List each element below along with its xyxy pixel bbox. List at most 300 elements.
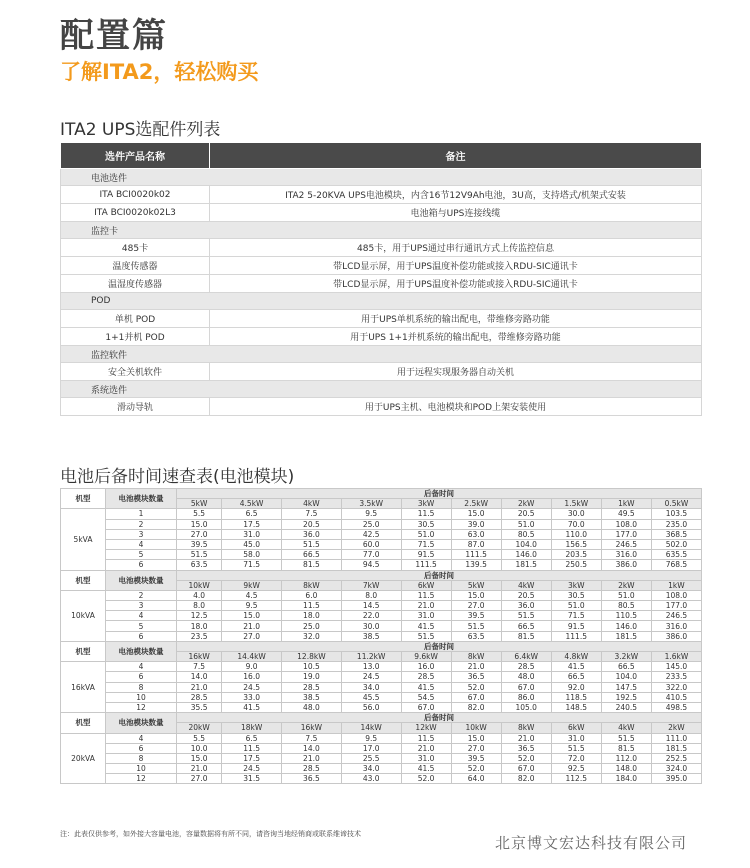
option-row (61, 186, 702, 204)
runtime-value: 104.0 (501, 539, 551, 549)
option-note: 带LCD显示屏，用于UPS温度补偿功能或接入RDU-SIC通讯卡 (210, 275, 702, 293)
runtime-value: 6.5 (222, 509, 282, 519)
runtime-value: 77.0 (341, 550, 401, 560)
runtime-value: 27.0 (451, 743, 501, 753)
module-count: 4 (106, 662, 177, 672)
runtime-value: 181.5 (501, 560, 551, 570)
runtime-value: 8.0 (341, 590, 401, 600)
runtime-value: 9.5 (222, 601, 282, 611)
runtime-value: 145.0 (651, 662, 701, 672)
load-header: 7kW (341, 580, 401, 590)
runtime-value: 146.0 (601, 621, 651, 631)
runtime-value: 36.0 (501, 601, 551, 611)
runtime-value: 41.5 (401, 682, 451, 692)
runtime-value: 67.0 (501, 682, 551, 692)
runtime-value: 103.5 (651, 509, 701, 519)
option-row (61, 239, 702, 257)
runtime-value: 14.0 (177, 672, 222, 682)
runtime-value: 139.5 (451, 560, 501, 570)
load-header: 8kW (282, 580, 342, 590)
module-count: 3 (106, 601, 177, 611)
model-cell: 10kVA (61, 590, 106, 641)
runtime-value: 45.0 (222, 539, 282, 549)
runtime-value: 36.5 (501, 743, 551, 753)
runtime-value: 17.5 (222, 519, 282, 529)
runtime-value: 11.5 (401, 590, 451, 600)
runtime-value: 30.5 (551, 590, 601, 600)
module-count: 2 (106, 590, 177, 600)
option-name: 温度传感器 (61, 257, 210, 275)
runtime-value: 24.5 (341, 672, 401, 682)
runtime-value: 112.5 (551, 774, 601, 784)
runtime-value: 39.5 (451, 753, 501, 763)
runtime-value: 94.5 (341, 560, 401, 570)
runtime-value: 81.5 (601, 743, 651, 753)
option-note: 用于UPS单机系统的输出配电，带维修旁路功能 (210, 310, 702, 328)
runtime-value: 11.5 (401, 733, 451, 743)
load-header: 8kW (501, 723, 551, 733)
runtime-value: 21.0 (451, 662, 501, 672)
load-header: 2.5kW (451, 499, 501, 509)
category-label: POD (61, 293, 702, 310)
runtime-value: 31.0 (551, 733, 601, 743)
runtime-value: 13.0 (341, 662, 401, 672)
option-name: 1+1并机 POD (61, 328, 210, 346)
runtime-value: 51.0 (551, 601, 601, 611)
col-count-header: 电池模块数量 (106, 570, 177, 590)
runtime-value: 45.5 (341, 692, 401, 702)
module-count: 6 (106, 743, 177, 753)
load-header: 2kW (501, 499, 551, 509)
runtime-value: 10.5 (282, 662, 342, 672)
runtime-value: 4.5 (222, 590, 282, 600)
runtime-value: 148.5 (551, 702, 601, 712)
load-header: 6.4kW (501, 652, 551, 662)
runtime-row (61, 550, 702, 560)
header-product-name: 选件产品名称 (61, 143, 210, 169)
page-subtitle: 了解ITA2，轻松购买 (60, 60, 259, 84)
option-note: 带LCD显示屏，用于UPS温度补偿功能或接入RDU-SIC通讯卡 (210, 257, 702, 275)
runtime-value: 51.5 (601, 733, 651, 743)
runtime-value: 16.0 (222, 672, 282, 682)
runtime-table-body (61, 489, 702, 784)
load-header: 3kW (401, 499, 451, 509)
runtime-row (61, 621, 702, 631)
runtime-value: 110.0 (551, 529, 601, 539)
option-name: ITA BCI0020k02 (61, 186, 210, 204)
runtime-value: 12.5 (177, 611, 222, 621)
runtime-value: 233.5 (651, 672, 701, 682)
runtime-value: 80.5 (601, 601, 651, 611)
module-count: 4 (106, 733, 177, 743)
runtime-value: 7.5 (177, 662, 222, 672)
module-count: 6 (106, 560, 177, 570)
module-count: 6 (106, 631, 177, 641)
load-header: 10kW (177, 580, 222, 590)
load-header: 16kW (177, 652, 222, 662)
runtime-value: 36.5 (451, 672, 501, 682)
runtime-value: 118.5 (551, 692, 601, 702)
runtime-value: 108.0 (651, 590, 701, 600)
runtime-value: 18.0 (177, 621, 222, 631)
runtime-value: 27.0 (222, 631, 282, 641)
runtime-table (60, 488, 702, 784)
load-header: 3.5kW (341, 499, 401, 509)
runtime-value: 147.5 (601, 682, 651, 692)
runtime-value: 48.0 (282, 702, 342, 712)
runtime-value: 30.0 (551, 509, 601, 519)
runtime-value: 246.5 (651, 611, 701, 621)
runtime-value: 51.5 (177, 550, 222, 560)
runtime-value: 15.0 (451, 509, 501, 519)
runtime-value: 410.5 (651, 692, 701, 702)
category-row (61, 222, 702, 239)
module-count: 6 (106, 672, 177, 682)
runtime-value: 6.0 (282, 590, 342, 600)
runtime-value: 60.0 (341, 539, 401, 549)
load-header: 1.6kW (651, 652, 701, 662)
load-header: 1kW (651, 580, 701, 590)
runtime-value: 51.0 (501, 519, 551, 529)
load-header: 4kW (501, 580, 551, 590)
runtime-row (61, 764, 702, 774)
load-header: 14.4kW (222, 652, 282, 662)
runtime-value: 27.0 (177, 529, 222, 539)
option-row (61, 257, 702, 275)
col-model-header: 机型 (61, 570, 106, 590)
load-header: 1kW (601, 499, 651, 509)
module-count: 8 (106, 682, 177, 692)
load-header: 14kW (341, 723, 401, 733)
runtime-value: 63.5 (177, 560, 222, 570)
runtime-header-row (61, 641, 702, 651)
runtime-value: 67.0 (501, 764, 551, 774)
watermark: 北京博文宏达科技有限公司 (495, 834, 688, 852)
runtime-value: 38.5 (341, 631, 401, 641)
runtime-value: 7.5 (282, 733, 342, 743)
runtime-value: 635.5 (651, 550, 701, 560)
runtime-row (61, 611, 702, 621)
runtime-value: 15.0 (177, 753, 222, 763)
runtime-value: 17.5 (222, 753, 282, 763)
module-count: 4 (106, 539, 177, 549)
module-count: 4 (106, 611, 177, 621)
runtime-row (61, 539, 702, 549)
category-row (61, 381, 702, 398)
runtime-value: 25.0 (341, 519, 401, 529)
load-header: 2kW (601, 580, 651, 590)
load-header: 6kW (551, 723, 601, 733)
runtime-value: 498.5 (651, 702, 701, 712)
load-header: 2kW (651, 723, 701, 733)
runtime-value: 7.5 (282, 509, 342, 519)
runtime-value: 5.5 (177, 733, 222, 743)
runtime-value: 324.0 (651, 764, 701, 774)
runtime-value: 14.5 (341, 601, 401, 611)
runtime-value: 52.0 (451, 764, 501, 774)
col-time-header: 后备时间 (177, 713, 702, 723)
runtime-value: 41.5 (551, 662, 601, 672)
runtime-header-row (61, 489, 702, 499)
load-header: 3kW (551, 580, 601, 590)
runtime-value: 71.5 (222, 560, 282, 570)
options-table-header (61, 143, 702, 169)
runtime-row (61, 774, 702, 784)
runtime-value: 316.0 (601, 550, 651, 560)
runtime-value: 20.5 (501, 590, 551, 600)
module-count: 1 (106, 509, 177, 519)
runtime-value: 19.0 (282, 672, 342, 682)
runtime-value: 92.0 (551, 682, 601, 692)
runtime-value: 52.0 (401, 774, 451, 784)
runtime-value: 27.0 (177, 774, 222, 784)
runtime-value: 66.5 (551, 672, 601, 682)
runtime-value: 235.0 (651, 519, 701, 529)
load-header: 18kW (222, 723, 282, 733)
category-label: 监控软件 (61, 346, 702, 363)
model-cell: 16kVA (61, 662, 106, 713)
runtime-value: 56.0 (341, 702, 401, 712)
runtime-value: 112.0 (601, 753, 651, 763)
runtime-value: 43.0 (341, 774, 401, 784)
option-note: 电池箱与UPS连接线缆 (210, 204, 702, 222)
runtime-value: 36.5 (282, 774, 342, 784)
runtime-row (61, 662, 702, 672)
option-note: 用于UPS主机、电池模块和POD上架安装使用 (210, 398, 702, 416)
runtime-value: 25.5 (341, 753, 401, 763)
load-header: 12.8kW (282, 652, 342, 662)
runtime-value: 36.0 (282, 529, 342, 539)
runtime-value: 51.0 (401, 529, 451, 539)
runtime-header-row (61, 570, 702, 580)
load-header: 3.2kW (601, 652, 651, 662)
runtime-row (61, 702, 702, 712)
category-label: 电池选件 (61, 169, 702, 186)
runtime-value: 48.0 (501, 672, 551, 682)
runtime-value: 16.0 (401, 662, 451, 672)
runtime-value: 502.0 (651, 539, 701, 549)
runtime-value: 395.0 (651, 774, 701, 784)
runtime-value: 71.5 (551, 611, 601, 621)
runtime-value: 192.5 (601, 692, 651, 702)
runtime-value: 28.5 (282, 764, 342, 774)
load-header: 10kW (451, 723, 501, 733)
option-name: 485卡 (61, 239, 210, 257)
runtime-value: 14.0 (282, 743, 342, 753)
load-header: 9kW (222, 580, 282, 590)
runtime-value: 21.0 (177, 764, 222, 774)
runtime-value: 177.0 (651, 601, 701, 611)
col-count-header: 电池模块数量 (106, 713, 177, 733)
load-header: 5kW (177, 499, 222, 509)
runtime-value: 8.0 (177, 601, 222, 611)
load-header: 6kW (401, 580, 451, 590)
runtime-table-title: 电池后备时间速查表(电池模块) (60, 467, 295, 487)
load-header: 16kW (282, 723, 342, 733)
runtime-row (61, 692, 702, 702)
model-cell: 20kVA (61, 733, 106, 784)
runtime-value: 92.5 (551, 764, 601, 774)
runtime-value: 104.0 (601, 672, 651, 682)
runtime-value: 368.5 (651, 529, 701, 539)
runtime-value: 21.0 (282, 753, 342, 763)
option-row (61, 363, 702, 381)
runtime-value: 54.5 (401, 692, 451, 702)
runtime-value: 6.5 (222, 733, 282, 743)
runtime-value: 72.0 (551, 753, 601, 763)
runtime-value: 64.0 (451, 774, 501, 784)
runtime-row (61, 682, 702, 692)
load-header: 9.6kW (401, 652, 451, 662)
runtime-value: 386.0 (651, 631, 701, 641)
runtime-value: 111.5 (401, 560, 451, 570)
runtime-value: 18.0 (282, 611, 342, 621)
runtime-value: 41.5 (222, 702, 282, 712)
runtime-value: 30.0 (341, 621, 401, 631)
runtime-value: 15.0 (451, 590, 501, 600)
load-header: 4kW (601, 723, 651, 733)
runtime-value: 66.5 (601, 662, 651, 672)
load-header: 20kW (177, 723, 222, 733)
runtime-value: 28.5 (177, 692, 222, 702)
runtime-value: 24.5 (222, 764, 282, 774)
runtime-value: 31.0 (401, 611, 451, 621)
runtime-row (61, 753, 702, 763)
runtime-value: 52.0 (451, 682, 501, 692)
runtime-value: 81.5 (501, 631, 551, 641)
runtime-value: 146.0 (501, 550, 551, 560)
runtime-value: 82.0 (501, 774, 551, 784)
runtime-value: 9.0 (222, 662, 282, 672)
runtime-value: 28.5 (401, 672, 451, 682)
runtime-value: 67.0 (401, 702, 451, 712)
runtime-value: 63.5 (451, 631, 501, 641)
runtime-value: 21.0 (177, 682, 222, 692)
col-model-header: 机型 (61, 489, 106, 509)
runtime-value: 38.5 (282, 692, 342, 702)
category-row (61, 346, 702, 363)
runtime-value: 181.5 (651, 743, 701, 753)
runtime-value: 41.5 (401, 764, 451, 774)
load-header: 1.5kW (551, 499, 601, 509)
runtime-value: 51.5 (551, 743, 601, 753)
load-header: 8kW (451, 652, 501, 662)
runtime-value: 203.5 (551, 550, 601, 560)
runtime-value: 21.0 (401, 601, 451, 611)
option-row (61, 204, 702, 222)
runtime-value: 148.0 (601, 764, 651, 774)
option-name: 滑动导轨 (61, 398, 210, 416)
runtime-row (61, 590, 702, 600)
runtime-value: 63.0 (451, 529, 501, 539)
runtime-value: 15.0 (222, 611, 282, 621)
runtime-value: 15.0 (451, 733, 501, 743)
category-row (61, 169, 702, 186)
runtime-value: 66.5 (282, 550, 342, 560)
runtime-value: 66.5 (501, 621, 551, 631)
col-time-header: 后备时间 (177, 641, 702, 651)
runtime-value: 4.0 (177, 590, 222, 600)
runtime-value: 105.0 (501, 702, 551, 712)
runtime-value: 156.5 (551, 539, 601, 549)
runtime-value: 27.0 (451, 601, 501, 611)
option-note: 用于远程实现服务器自动关机 (210, 363, 702, 381)
runtime-row (61, 631, 702, 641)
runtime-value: 111.5 (451, 550, 501, 560)
runtime-value: 31.5 (222, 774, 282, 784)
col-model-header: 机型 (61, 641, 106, 661)
runtime-value: 181.5 (601, 631, 651, 641)
option-row (61, 275, 702, 293)
runtime-value: 184.0 (601, 774, 651, 784)
runtime-value: 250.5 (551, 560, 601, 570)
runtime-row (61, 509, 702, 519)
runtime-value: 91.5 (401, 550, 451, 560)
page-title: 配置篇 (60, 16, 168, 56)
runtime-row (61, 733, 702, 743)
runtime-value: 11.5 (401, 509, 451, 519)
option-row (61, 310, 702, 328)
runtime-value: 41.5 (401, 621, 451, 631)
runtime-value: 111.0 (651, 733, 701, 743)
load-header: 4.5kW (222, 499, 282, 509)
runtime-value: 177.0 (601, 529, 651, 539)
runtime-value: 252.5 (651, 753, 701, 763)
option-name: 单机 POD (61, 310, 210, 328)
option-name: ITA BCI0020k02L3 (61, 204, 210, 222)
runtime-value: 51.0 (601, 590, 651, 600)
runtime-value: 768.5 (651, 560, 701, 570)
runtime-value: 35.5 (177, 702, 222, 712)
category-label: 系统选件 (61, 381, 702, 398)
module-count: 10 (106, 692, 177, 702)
load-header: 12kW (401, 723, 451, 733)
runtime-value: 21.0 (501, 733, 551, 743)
runtime-row (61, 519, 702, 529)
runtime-value: 52.0 (501, 753, 551, 763)
runtime-value: 108.0 (601, 519, 651, 529)
option-note: ITA2 5-20KVA UPS电池模块，内含16节12V9Ah电池，3U高，支持塔式/机架式安装 (210, 186, 702, 204)
runtime-row (61, 743, 702, 753)
runtime-value: 39.5 (177, 539, 222, 549)
option-row (61, 398, 702, 416)
runtime-value: 11.5 (222, 743, 282, 753)
model-cell: 5kVA (61, 509, 106, 570)
runtime-value: 70.0 (551, 519, 601, 529)
module-count: 2 (106, 519, 177, 529)
runtime-value: 82.0 (451, 702, 501, 712)
runtime-value: 9.5 (341, 509, 401, 519)
runtime-value: 81.5 (282, 560, 342, 570)
load-header: 0.5kW (651, 499, 701, 509)
runtime-row (61, 560, 702, 570)
category-label: 监控卡 (61, 222, 702, 239)
runtime-value: 17.0 (341, 743, 401, 753)
runtime-header-row (61, 713, 702, 723)
runtime-value: 33.0 (222, 692, 282, 702)
runtime-value: 91.5 (551, 621, 601, 631)
module-count: 5 (106, 621, 177, 631)
runtime-value: 49.5 (601, 509, 651, 519)
runtime-value: 20.5 (501, 509, 551, 519)
runtime-value: 21.0 (401, 743, 451, 753)
runtime-value: 71.5 (401, 539, 451, 549)
module-count: 12 (106, 702, 177, 712)
runtime-value: 11.5 (282, 601, 342, 611)
runtime-value: 51.5 (401, 631, 451, 641)
runtime-value: 86.0 (501, 692, 551, 702)
runtime-value: 80.5 (501, 529, 551, 539)
